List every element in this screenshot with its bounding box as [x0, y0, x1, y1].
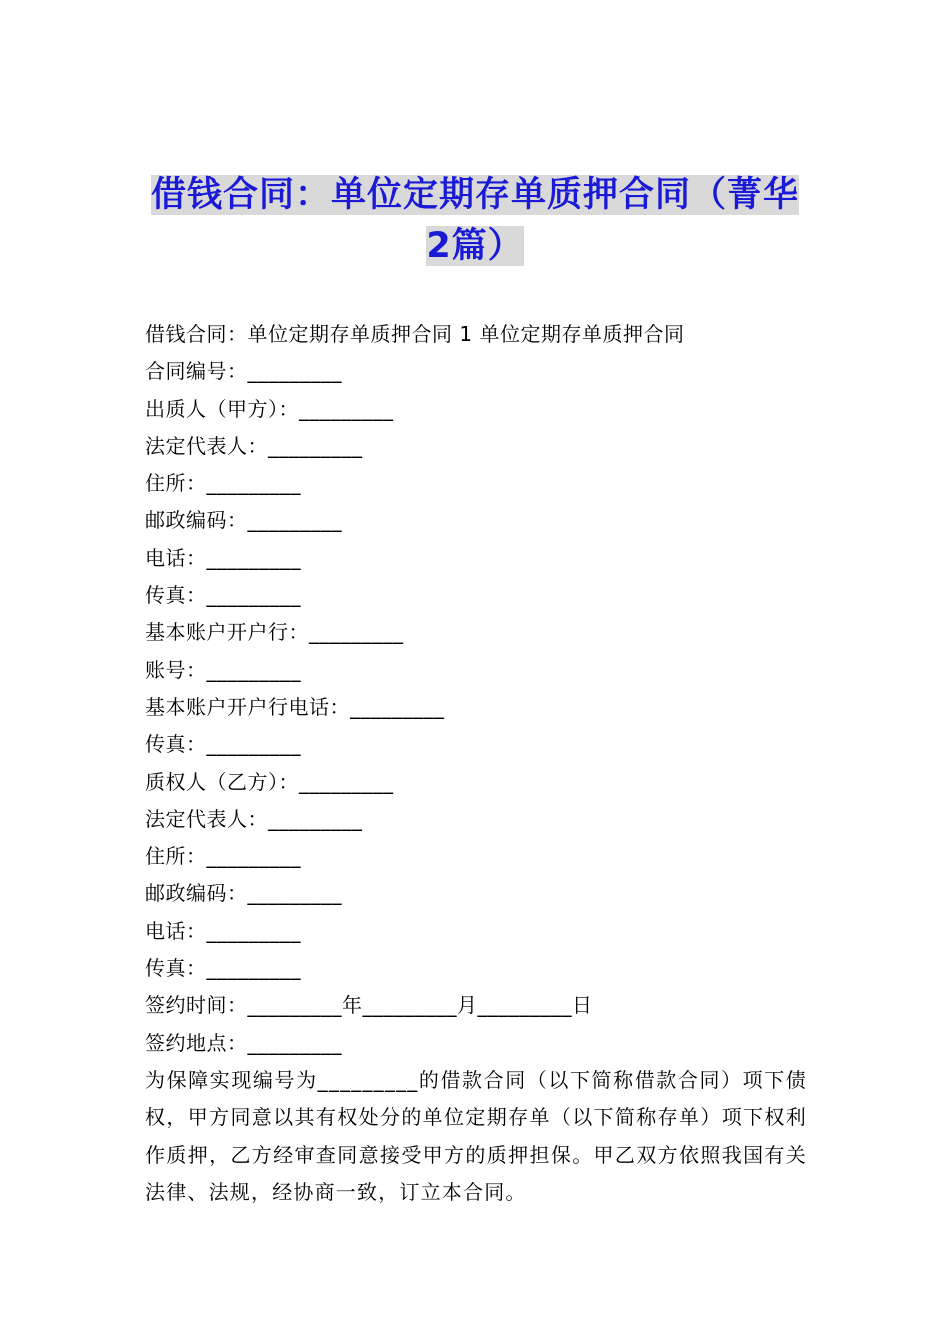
- signing-place-line: 签约地点：_________: [145, 1030, 342, 1055]
- bank-phone-line: 基本账户开户行电话：_________: [145, 694, 445, 719]
- contract-number-line: 合同编号：_________: [145, 359, 342, 384]
- preamble-paragraph: 为保障实现编号为_________的借款合同（以下简称借款合同）项下债权，甲方同意以其有权处分的单位定期存单（以下简称存单）项下权利作质押，乙方经审查同意接受甲方的质押担保。甲乙双方依照我国有关法律、法规，经协商一致，订立本合同。: [145, 1067, 807, 1204]
- pledgor-line: 出质人（甲方）：_________: [145, 396, 394, 421]
- pledgee-postcode-line: 邮政编码：_________: [145, 881, 342, 906]
- pledgor-fax-line: 传真：_________: [145, 583, 301, 608]
- bank-line: 基本账户开户行：_________: [145, 620, 404, 645]
- pledgee-address-line: 住所：_________: [145, 844, 301, 869]
- account-line: 账号：_________: [145, 657, 301, 682]
- signing-date-line: 签约时间：_________年_________月_________日: [145, 993, 593, 1018]
- pledgor-address-line: 住所：_________: [145, 471, 301, 496]
- pledgee-phone-line: 电话：_________: [145, 918, 301, 943]
- pledgor-phone-line: 电话：_________: [145, 545, 301, 570]
- pledgee-fax-line: 传真：_________: [145, 956, 301, 981]
- bank-fax-line: 传真：_________: [145, 732, 301, 757]
- intro-line: 借钱合同：单位定期存单质押合同 1 单位定期存单质押合同: [145, 322, 685, 346]
- document-title: [140, 170, 810, 272]
- pledgee-legal-rep-line: 法定代表人：_________: [145, 806, 363, 831]
- pledgor-legal-rep-line: 法定代表人：_________: [145, 433, 363, 458]
- pledgor-postcode-line: 邮政编码：_________: [145, 508, 342, 533]
- document-title-text: 借钱合同：单位定期存单质押合同（菁华2篇）: [150, 175, 799, 266]
- document-body: [145, 316, 807, 1211]
- pledgee-line: 质权人（乙方）：_________: [145, 769, 394, 794]
